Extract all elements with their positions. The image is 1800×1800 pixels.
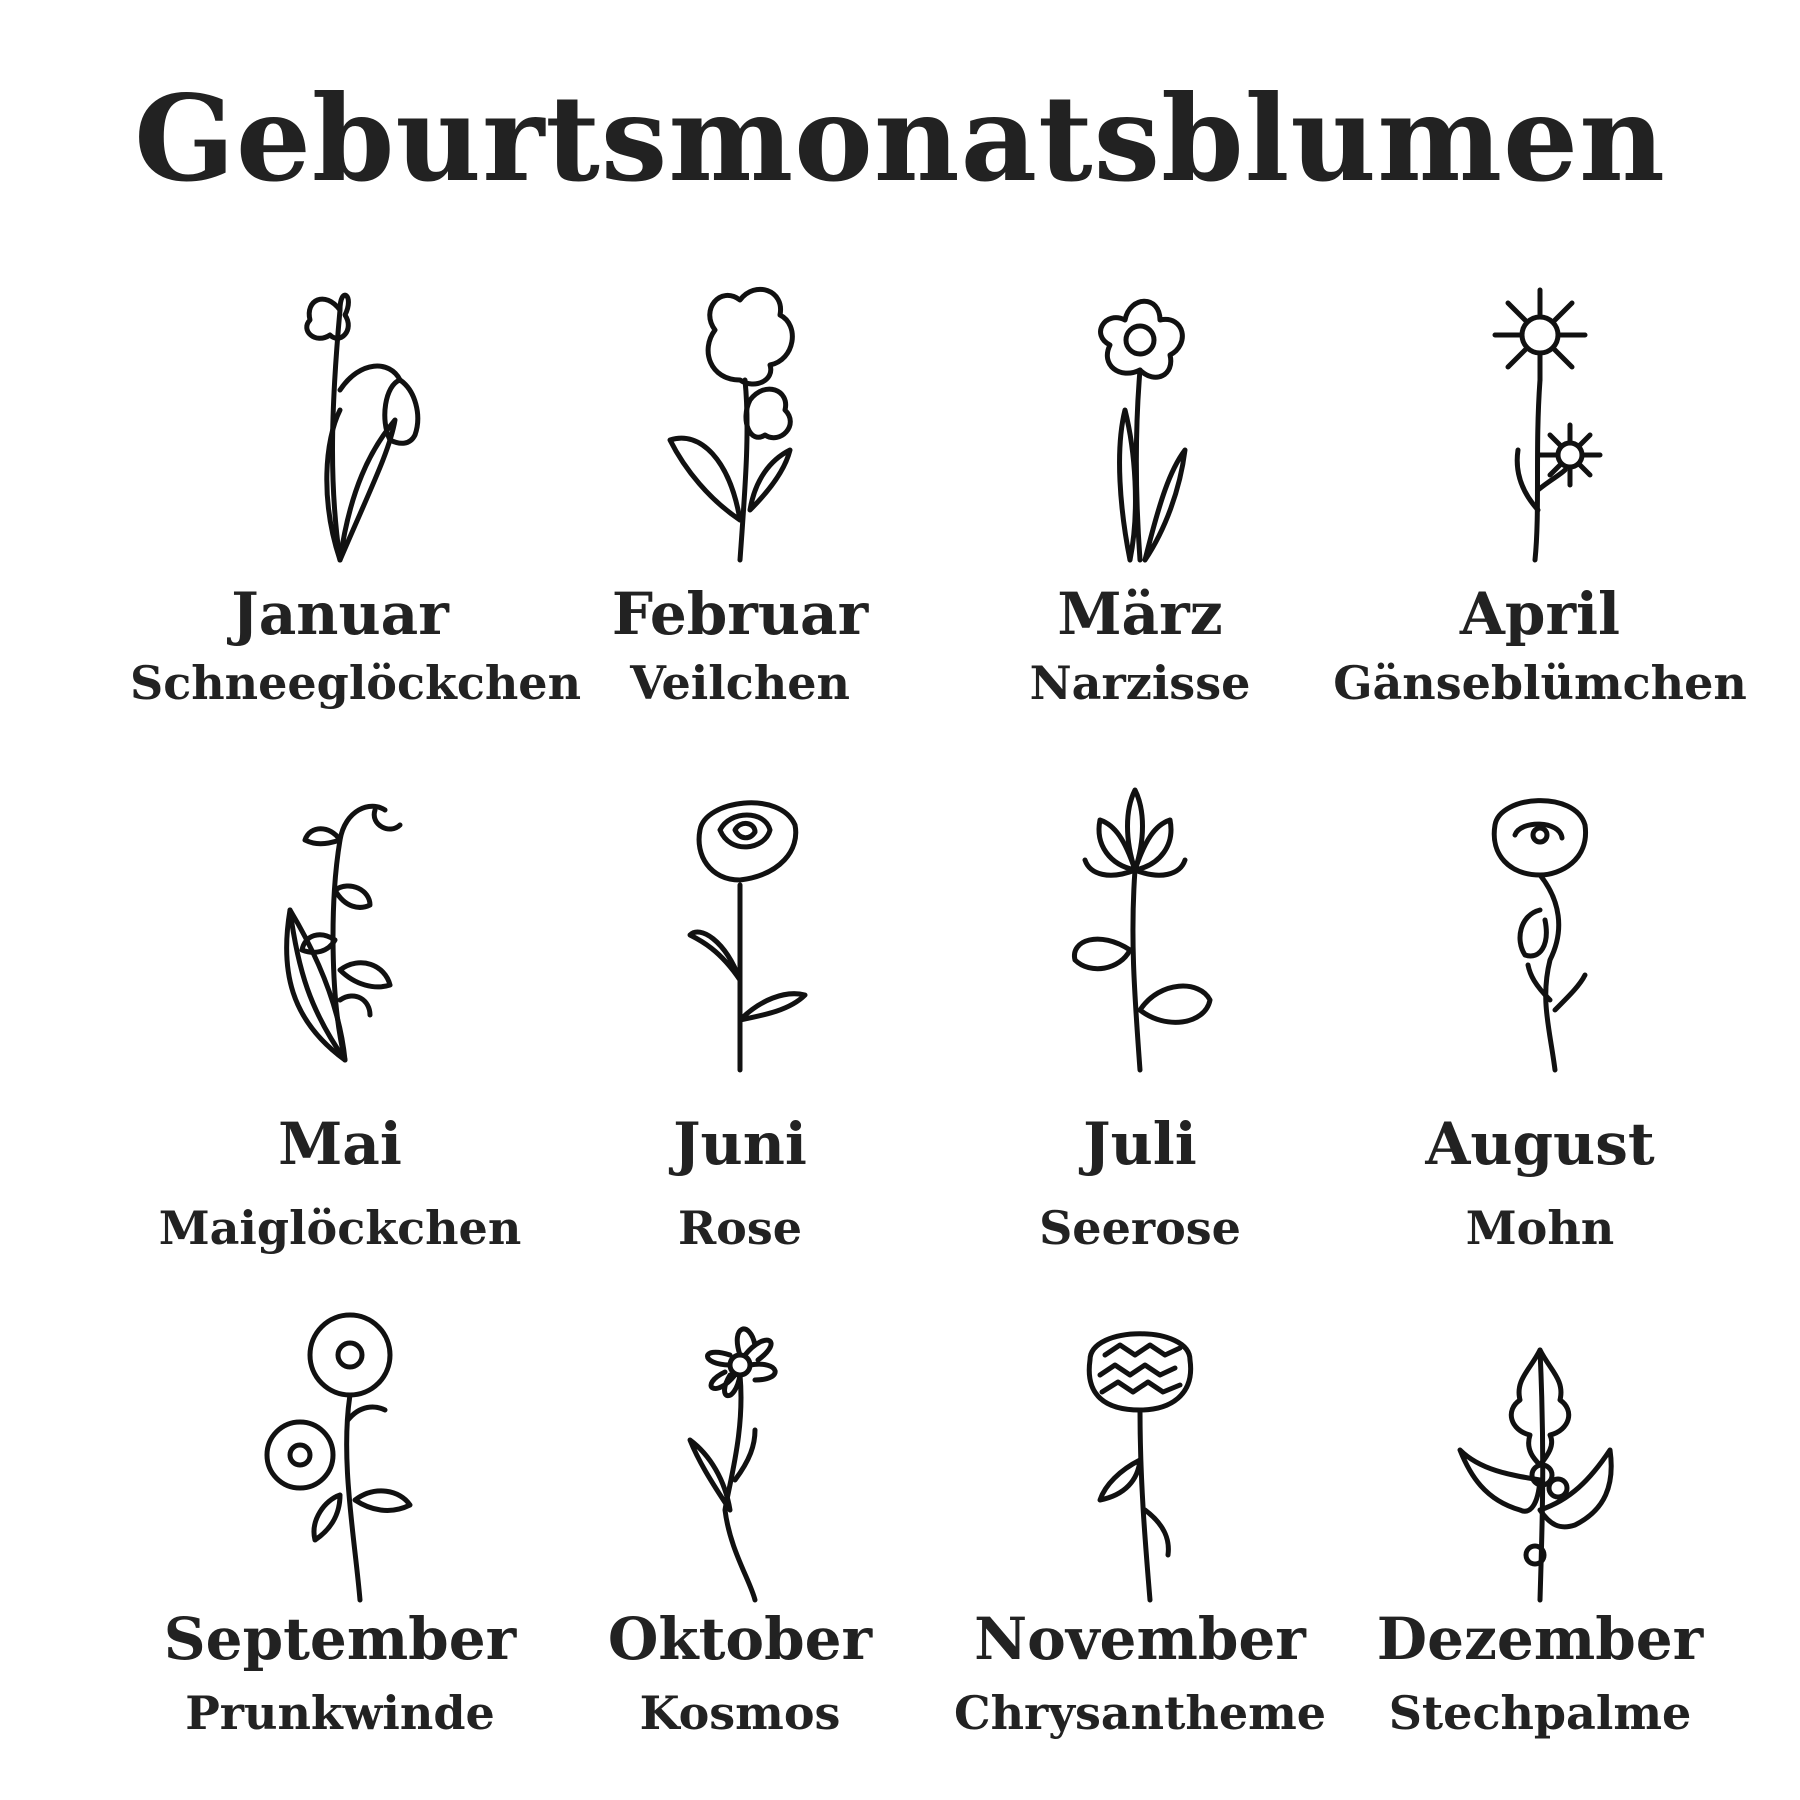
month-label: November	[974, 1605, 1306, 1673]
poppy-icon	[1390, 780, 1690, 1080]
month-label: Juli	[1083, 1110, 1197, 1178]
month-card-mai	[130, 780, 550, 1255]
holly-icon	[1390, 1310, 1690, 1610]
page-title: Geburtsmonatsblumen	[134, 69, 1666, 208]
month-card-august	[1330, 780, 1750, 1255]
month-label: September	[163, 1605, 517, 1673]
month-card-oktober	[530, 1310, 950, 1780]
month-label: Oktober	[607, 1605, 873, 1673]
violet-icon	[590, 270, 890, 570]
flower-label: Schneeglöckchen	[130, 656, 582, 710]
month-card-juni	[530, 780, 950, 1255]
month-card-april	[1330, 270, 1750, 740]
month-label: Juni	[673, 1110, 807, 1178]
chrysanthemum-icon	[990, 1310, 1290, 1610]
month-card-maerz	[930, 270, 1350, 740]
month-label: Mai	[278, 1110, 402, 1178]
month-label: Dezember	[1376, 1605, 1704, 1673]
month-card-februar	[530, 270, 950, 740]
flower-label: Stechpalme	[1388, 1686, 1692, 1740]
daisy-icon	[1390, 270, 1690, 570]
flower-label: Prunkwinde	[185, 1686, 495, 1740]
flower-label: Rose	[677, 1201, 803, 1255]
snowdrop-icon	[190, 270, 490, 570]
flower-label: Chrysantheme	[953, 1686, 1327, 1740]
month-label: Januar	[231, 580, 449, 648]
flower-label: Seerose	[1039, 1201, 1241, 1255]
cosmos-icon	[590, 1310, 890, 1610]
month-label: Februar	[611, 580, 869, 648]
morning-glory-icon	[190, 1310, 490, 1610]
water-lily-icon	[990, 780, 1290, 1080]
month-card-januar	[130, 270, 582, 740]
lily-of-the-valley-icon	[190, 780, 490, 1080]
flower-label: Gänseblümchen	[1333, 656, 1747, 710]
flower-label: Maiglöckchen	[158, 1201, 522, 1255]
daffodil-icon	[990, 270, 1290, 570]
month-label: März	[1057, 580, 1223, 648]
month-card-september	[130, 1310, 550, 1780]
flower-label: Mohn	[1465, 1201, 1615, 1255]
month-label: April	[1459, 580, 1621, 648]
month-label: August	[1425, 1110, 1655, 1178]
month-card-juli	[930, 780, 1350, 1255]
month-card-dezember	[1330, 1310, 1750, 1780]
month-card-november	[930, 1310, 1350, 1780]
rose-icon	[590, 780, 890, 1080]
flower-label: Veilchen	[630, 656, 850, 710]
flower-label: Narzisse	[1029, 656, 1251, 710]
flower-label: Kosmos	[639, 1686, 841, 1740]
